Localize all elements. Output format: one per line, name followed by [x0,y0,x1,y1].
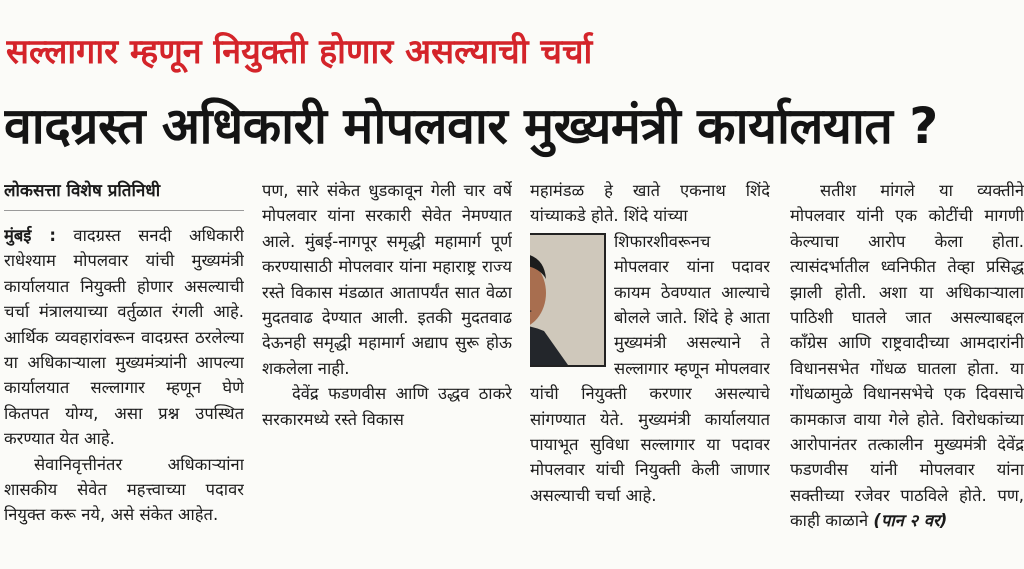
article-column-4 [790,178,1024,569]
article-kicker: सल्लागार म्हणून नियुक्ती होणार असल्याची चर्चा [6,32,593,72]
paragraph-1 [4,223,244,452]
article-column-3 [530,178,770,569]
dateline: मुंबई : [4,226,56,245]
paragraph-1-text: वादग्रस्त सनदी अधिकारी राधेश्याम मोपलवार यांची मुख्यमंत्री कार्यालयात नियुक्ती होणार असल्याची चर्चा मंत्रालयाच्या वर्तुळात रंगली आहे. आर्थिक व्यवहारांवरून वादग्रस्त ठरलेल्या या अधिकाऱ्याला मुख्यमंत्र्यांनी आपल्या कार्यालयात सल्लागार म्हणून घेणे कितपत योग्य, असा प्रश्न उपस्थित करण्यात येत आहे. [4,226,244,449]
paragraph-5b: शिफारशीवरूनच मोपलवार यांना पदावर कायम ठेवण्यात आल्याचे बोलले जाते. शिंदे हे आता मुख्यमंत्री असल्याने ते सल्लागार म्हणून मोपलवार यांची नियुक्ती करणार असल्याचे सांगण्यात येते. मुख्यमंत्री कार्यालयात पायाभूत सुविधा सल्लागार या पदावर मोपलवार यांची नियुक्ती केली जाणार असल्याची चर्चा आहे. [530,231,770,505]
person-photo-icon [530,235,604,365]
article-column-1 [4,178,244,569]
paragraph-6-text: सतीश मांगले या व्यक्तीने मोपलवार यांनी एक कोटींची मागणी केल्याचा आरोप केला होता. त्यासंदर्भातील ध्वनिफीत तेव्हा प्रसिद्ध झाली होती. अशा या अधिकाऱ्याला पाठिशी घातले जात असल्याबद्दल काँग्रेस आणि राष्ट्रवादीच्या आमदारांनी विधानसभेत गोंधळ घातला होता. या गोंधळामुळे विधानसभेचे एक दिवसाचे कामकाज वाया गेले होते. विरोधकांच्या आरोपानंतर तत्कालीन मुख्यमंत्री देवेंद्र फडणवीस यांनी मोपलवार यांना सक्तीच्या रजेवर पाठविले होते. पण, काही काळाने [790,181,1024,531]
article-headline: वादग्रस्त अधिकारी मोपलवार मुख्यमंत्री कार्यालयात ? [4,97,938,155]
article-column-2 [262,178,512,569]
paragraph-2: सेवानिवृत्तीनंतर अधिकाऱ्यांना शासकीय सेवेत महत्त्वाच्या पदावर नियुक्त करू नये, असे संकेत आहेत. [4,454,244,525]
paragraph-6 [790,178,1024,534]
paragraph-4: देवेंद्र फडणवीस आणि उद्धव ठाकरे सरकारमध्ये रस्ते विकास [262,384,512,429]
paragraph-5a: महामंडळ हे खाते एकनाथ शिंदे यांच्याकडे होते. शिंदे यांच्या [530,181,770,226]
paragraph-3: पण, सारे संकेत धुडकावून गेली चार वर्षे मोपलवार यांना सरकारी सेवेत नेमण्यात आले. मुंबई-नागपूर समृद्धी महामार्ग पूर्ण करण्यासाठी मोपलवार यांना महाराष्ट्र राज्य रस्ते विकास मंडळात आतापर्यंत सात वेळा मुदतवाढ देण्यात आली. इतकी मुदतवाढ देऊनही समृद्धी महामार्ग अद्याप सुरू होऊ शकलेला नाही. [262,181,512,378]
byline: लोकसत्ता विशेष प्रतिनिधी [4,178,244,211]
article-photo [530,233,606,367]
continued-reference: (पान २ वर) [873,511,948,531]
